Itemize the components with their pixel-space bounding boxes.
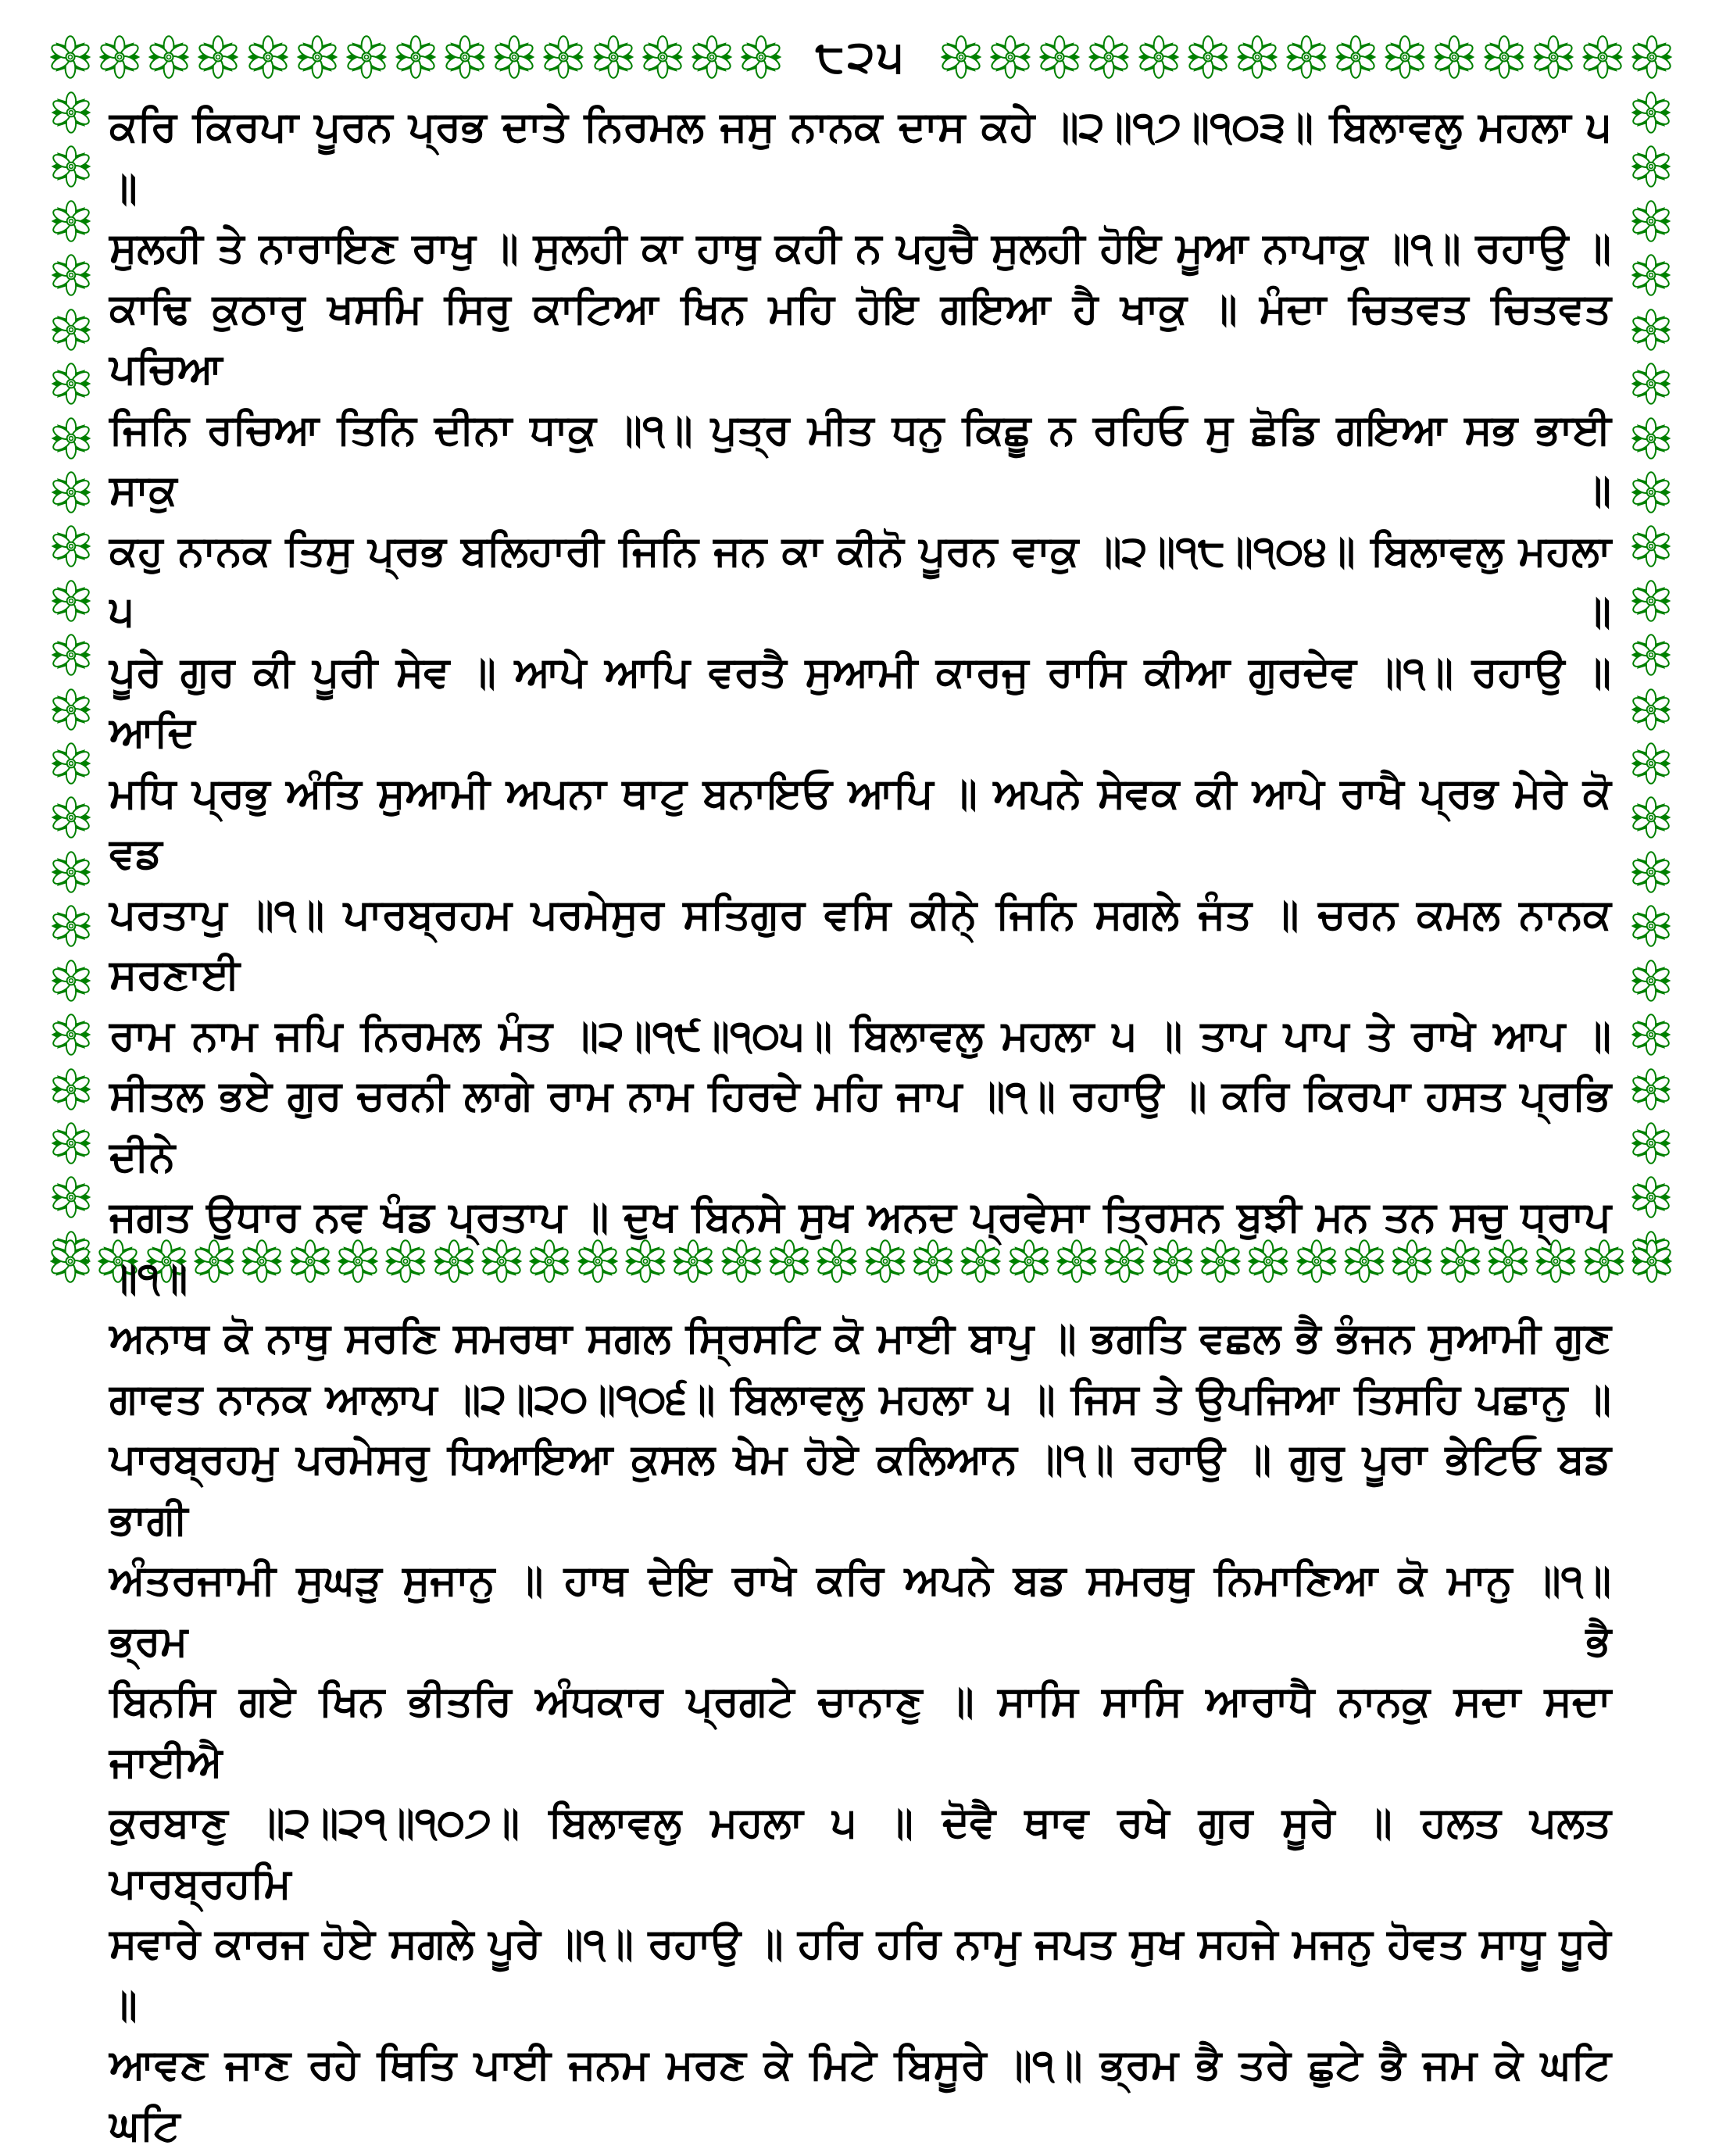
text-line-5: ਕਹੁ ਨਾਨਕ ਤਿਸੁ ਪ੍ਰਭ ਬਲਿਹਾਰੀ ਜਿਨਿ ਜਨ ਕਾ ਕੀਨੋ ਪੂਰਨ ਵਾਕੁ ॥੨॥੧੮॥੧੦੪॥ ਬਿਲਾਵਲੁ ਮਹਲਾ ੫ ॥ <box>109 527 1611 635</box>
text-line-10: ਸੀਤਲ ਭਏ ਗੁਰ ਚਰਨੀ ਲਾਗੇ ਰਾਮ ਨਾਮ ਹਿਰਦੇ ਮਹਿ ਜਾਪ ॥੧॥ ਰਹਾਉ ॥ ਕਰਿ ਕਿਰਪਾ ਹਸਤ ਪ੍ਰਭਿ ਦੀਨੇ <box>109 1072 1611 1181</box>
flower-ornament-icon <box>1531 34 1575 80</box>
flower-ornament-icon <box>48 34 92 80</box>
flower-ornament-icon <box>1630 579 1672 623</box>
text-line-4: ਜਿਨਿ ਰਚਿਆ ਤਿਨਿ ਦੀਨਾ ਧਾਕੁ ॥੧॥ ਪੁਤ੍ਰ ਮੀਤ ਧਨੁ ਕਿਛੂ ਨ ਰਹਿਓ ਸੁ ਛੋਡਿ ਗਇਆ ਸਭ ਭਾਈ ਸਾਕੁ ॥ <box>109 406 1611 514</box>
text-line-16: ਬਿਨਸਿ ਗਏ ਖਿਨ ਭੀਤਰਿ ਅੰਧਕਾਰ ਪ੍ਰਗਟੇ ਚਾਨਾਣੁ ॥ ਸਾਸਿ ਸਾਸਿ ਆਰਾਧੈ ਨਾਨਕੁ ਸਦਾ ਸਦਾ ਜਾਈਐ <box>109 1678 1611 1786</box>
flower-ornament-icon <box>739 34 783 80</box>
text-line-11: ਜਗਤ ਉਧਾਰ ਨਵ ਖੰਡ ਪ੍ਰਤਾਪ ॥ ਦੁਖ ਬਿਨਸੇ ਸੁਖ ਅਨਦ ਪ੍ਰਵੇਸਾ ਤ੍ਰਿਸਨ ਬੁਝੀ ਮਨ ਤਨ ਸਚੁ ਧ੍ਰਾਪ ॥੧॥ <box>109 1193 1611 1302</box>
flower-ornament-icon <box>1235 34 1279 80</box>
flower-ornament-icon <box>196 34 240 80</box>
flower-ornament-icon <box>1630 633 1672 677</box>
flower-ornament-icon <box>50 145 92 188</box>
flower-ornament-icon <box>50 796 92 839</box>
flower-ornament-icon <box>1630 417 1672 460</box>
flower-ornament-icon <box>1630 253 1672 297</box>
border-top-right-flowers <box>939 34 1674 80</box>
flower-ornament-icon <box>1630 904 1672 948</box>
flower-ornament-icon <box>1630 524 1672 568</box>
text-line-13: ਗਾਵਤ ਨਾਨਕ ਆਲਾਪ ॥੨॥੨੦॥੧੦੬॥ ਬਿਲਾਵਲੁ ਮਹਲਾ ੫ ॥ ਜਿਸ ਤੇ ਉਪਜਿਆ ਤਿਸਹਿ ਪਛਾਨੁ ॥ <box>109 1375 1611 1423</box>
flower-ornament-icon <box>1630 1067 1672 1111</box>
flower-ornament-icon <box>147 34 191 80</box>
flower-ornament-icon <box>48 1239 92 1284</box>
flower-ornament-icon <box>1630 850 1672 894</box>
flower-ornament-icon <box>295 34 339 80</box>
flower-ornament-icon <box>50 1175 92 1219</box>
text-line-7: ਮਧਿ ਪ੍ਰਭੁ ਅੰਤਿ ਸੁਆਮੀ ਅਪਨਾ ਥਾਟੁ ਬਨਾਇਓ ਆਪਿ ॥ ਅਪਨੇ ਸੇਵਕ ਕੀ ਆਪੇ ਰਾਖੈ ਪ੍ਰਭ ਮੇਰੇ ਕੋ ਵਡ <box>109 769 1611 878</box>
flower-ornament-icon <box>50 850 92 894</box>
border-right <box>1628 91 1674 1274</box>
text-line-15: ਅੰਤਰਜਾਮੀ ਸੁਘੜੁ ਸੁਜਾਨੁ ॥ ਹਾਥ ਦੇਇ ਰਾਖੇ ਕਰਿ ਅਪਨੇ ਬਡ ਸਮਰਥੁ ਨਿਮਾਣਿਆ ਕੋ ਮਾਨੁ ॥੧॥ ਭ੍ਰਮ ਭੈ <box>109 1557 1611 1665</box>
flower-ornament-icon <box>50 91 92 134</box>
flower-ornament-icon <box>1137 34 1181 80</box>
flower-ornament-icon <box>50 688 92 731</box>
text-line-6: ਪੂਰੇ ਗੁਰ ਕੀ ਪੂਰੀ ਸੇਵ ॥ ਆਪੇ ਆਪਿ ਵਰਤੈ ਸੁਆਮੀ ਕਾਰਜੁ ਰਾਸਿ ਕੀਆ ਗੁਰਦੇਵ ॥੧॥ ਰਹਾਉ ॥ ਆਦਿ <box>109 648 1611 756</box>
text-line-17: ਕੁਰਬਾਣੁ ॥੨॥੨੧॥੧੦੭॥ ਬਿਲਾਵਲੁ ਮਹਲਾ ੫ ॥ ਦੋਵੈ ਥਾਵ ਰਖੇ ਗੁਰ ਸੂਰੇ ॥ ਹਲਤ ਪਲਤ ਪਾਰਬ੍ਰਹਮਿ <box>109 1799 1611 1908</box>
flower-ornament-icon <box>1630 796 1672 839</box>
flower-ornament-icon <box>50 904 92 948</box>
flower-ornament-icon <box>988 34 1032 80</box>
text-line-2: ਸੁਲਹੀ ਤੇ ਨਾਰਾਇਣ ਰਾਖੁ ॥ ਸੁਲਹੀ ਕਾ ਹਾਥੁ ਕਹੀ ਨ ਪਹੁਚੈ ਸੁਲਹੀ ਹੋਇ ਮੂਆ ਨਾਪਾਕੁ ॥੧॥ ਰਹਾਉ ॥ <box>109 224 1611 272</box>
flower-ornament-icon <box>50 959 92 1003</box>
flower-ornament-icon <box>1630 1013 1672 1057</box>
flower-ornament-icon <box>1630 362 1672 406</box>
flower-ornament-icon <box>1630 34 1674 80</box>
flower-ornament-icon <box>50 524 92 568</box>
flower-ornament-icon <box>1383 34 1427 80</box>
flower-ornament-icon <box>1630 470 1672 514</box>
flower-ornament-icon <box>492 34 536 80</box>
flower-ornament-icon <box>939 34 983 80</box>
flower-ornament-icon <box>1581 34 1624 80</box>
flower-ornament-icon <box>50 579 92 623</box>
text-line-12: ਅਨਾਥ ਕੋ ਨਾਥੁ ਸਰਣਿ ਸਮਰਥਾ ਸਗਲ ਸ੍ਰਿਸਟਿ ਕੋ ਮਾਈ ਬਾਪੁ ॥ ਭਗਤਿ ਵਛਲ ਭੈ ਭੰਜਨ ਸੁਆਮੀ ਗੁਣ <box>109 1314 1611 1362</box>
flower-ornament-icon <box>690 34 734 80</box>
text-line-9: ਰਾਮ ਨਾਮ ਜਪਿ ਨਿਰਮਲ ਮੰਤ ॥੨॥੧੯॥੧੦੫॥ ਬਿਲਾਵਲੁ ਮਹਲਾ ੫ ॥ ਤਾਪ ਪਾਪ ਤੇ ਰਾਖੇ ਆਪ ॥ <box>109 1011 1611 1060</box>
flower-ornament-icon <box>641 34 684 80</box>
flower-ornament-icon <box>1630 145 1672 188</box>
flower-ornament-icon <box>1285 34 1328 80</box>
flower-ornament-icon <box>1630 1175 1672 1219</box>
flower-ornament-icon <box>1630 199 1672 243</box>
flower-ornament-icon <box>50 470 92 514</box>
flower-ornament-icon <box>1630 308 1672 352</box>
flower-ornament-icon <box>394 34 438 80</box>
flower-ornament-icon <box>591 34 635 80</box>
flower-ornament-icon <box>50 308 92 352</box>
flower-ornament-icon <box>50 1067 92 1111</box>
flower-ornament-icon <box>1630 742 1672 785</box>
border-left <box>48 91 94 1274</box>
flower-ornament-icon <box>246 34 290 80</box>
text-line-14: ਪਾਰਬ੍ਰਹਮੁ ਪਰਮੇਸਰੁ ਧਿਆਇਆ ਕੁਸਲ ਖੇਮ ਹੋਏ ਕਲਿਆਨ ॥੧॥ ਰਹਾਉ ॥ ਗੁਰੁ ਪੂਰਾ ਭੇਟਿਓ ਬਡ ਭਾਗੀ <box>109 1436 1611 1544</box>
flower-ornament-icon <box>50 417 92 460</box>
flower-ornament-icon <box>50 633 92 677</box>
text-line-1: ਕਰਿ ਕਿਰਪਾ ਪੂਰਨ ਪ੍ਰਭ ਦਾਤੇ ਨਿਰਮਲ ਜਸੁ ਨਾਨਕ ਦਾਸ ਕਹੇ ॥੨॥੧੭॥੧੦੩॥ ਬਿਲਾਵਲੁ ਮਹਲਾ ੫ ॥ <box>109 103 1611 212</box>
text-line-3: ਕਾਢਿ ਕੁਠਾਰੁ ਖਸਮਿ ਸਿਰੁ ਕਾਟਿਆ ਖਿਨ ਮਹਿ ਹੋਇ ਗਇਆ ਹੈ ਖਾਕੁ ॥ ਮੰਦਾ ਚਿਤਵਤ ਚਿਤਵਤ ਪਚਿਆ <box>109 284 1611 393</box>
flower-ornament-icon <box>1482 34 1526 80</box>
flower-ornament-icon <box>345 34 388 80</box>
text-line-19: ਆਵਣ ਜਾਣ ਰਹੇ ਥਿਤਿ ਪਾਈ ਜਨਮ ਮਰਣ ਕੇ ਮਿਟੇ ਬਿਸੂਰੇ ॥੧॥ ਭ੍ਰਮ ਭੈ ਤਰੇ ਛੁਟੇ ਭੈ ਜਮ ਕੇ ਘਟਿ ਘਟਿ <box>109 2041 1611 2150</box>
flower-ornament-icon <box>1038 34 1081 80</box>
text-line-18: ਸਵਾਰੇ ਕਾਰਜ ਹੋਏ ਸਗਲੇ ਪੂਰੇ ॥੧॥ ਰਹਾਉ ॥ ਹਰਿ ਹਰਿ ਨਾਮੁ ਜਪਤ ਸੁਖ ਸਹਜੇ ਮਜਨੁ ਹੋਵਤ ਸਾਧੂ ਧੂਰੇ ॥ <box>109 1920 1611 2029</box>
border-top-left-flowers <box>48 34 783 80</box>
flower-ornament-icon <box>1630 91 1672 134</box>
flower-ornament-icon <box>1630 959 1672 1003</box>
flower-ornament-icon <box>98 34 141 80</box>
border-top <box>48 33 1674 81</box>
flower-ornament-icon <box>1630 1121 1672 1165</box>
flower-ornament-icon <box>1432 34 1476 80</box>
flower-ornament-icon <box>50 199 92 243</box>
flower-ornament-icon <box>1630 688 1672 731</box>
flower-ornament-icon <box>50 253 92 297</box>
page-number: ੮੨੫ <box>815 31 907 82</box>
flower-ornament-icon <box>50 1013 92 1057</box>
flower-ornament-icon <box>1630 1239 1674 1284</box>
flower-ornament-icon <box>50 742 92 785</box>
flower-ornament-icon <box>541 34 585 80</box>
flower-ornament-icon <box>1087 34 1131 80</box>
flower-ornament-icon <box>50 362 92 406</box>
flower-ornament-icon <box>50 1121 92 1165</box>
flower-ornament-icon <box>443 34 487 80</box>
flower-ornament-icon <box>1334 34 1378 80</box>
page-number-slot <box>783 31 939 82</box>
flower-ornament-icon <box>1186 34 1230 80</box>
text-line-8: ਪਰਤਾਪੁ ॥੧॥ ਪਾਰਬ੍ਰਹਮ ਪਰਮੇਸੁਰ ਸਤਿਗੁਰ ਵਸਿ ਕੀਨੇ੍ ਜਿਨਿ ਸਗਲੇ ਜੰਤ ॥ ਚਰਨ ਕਮਲ ਨਾਨਕ ਸਰਣਾਈ <box>109 890 1611 999</box>
gurbani-text-block <box>109 97 1611 2156</box>
